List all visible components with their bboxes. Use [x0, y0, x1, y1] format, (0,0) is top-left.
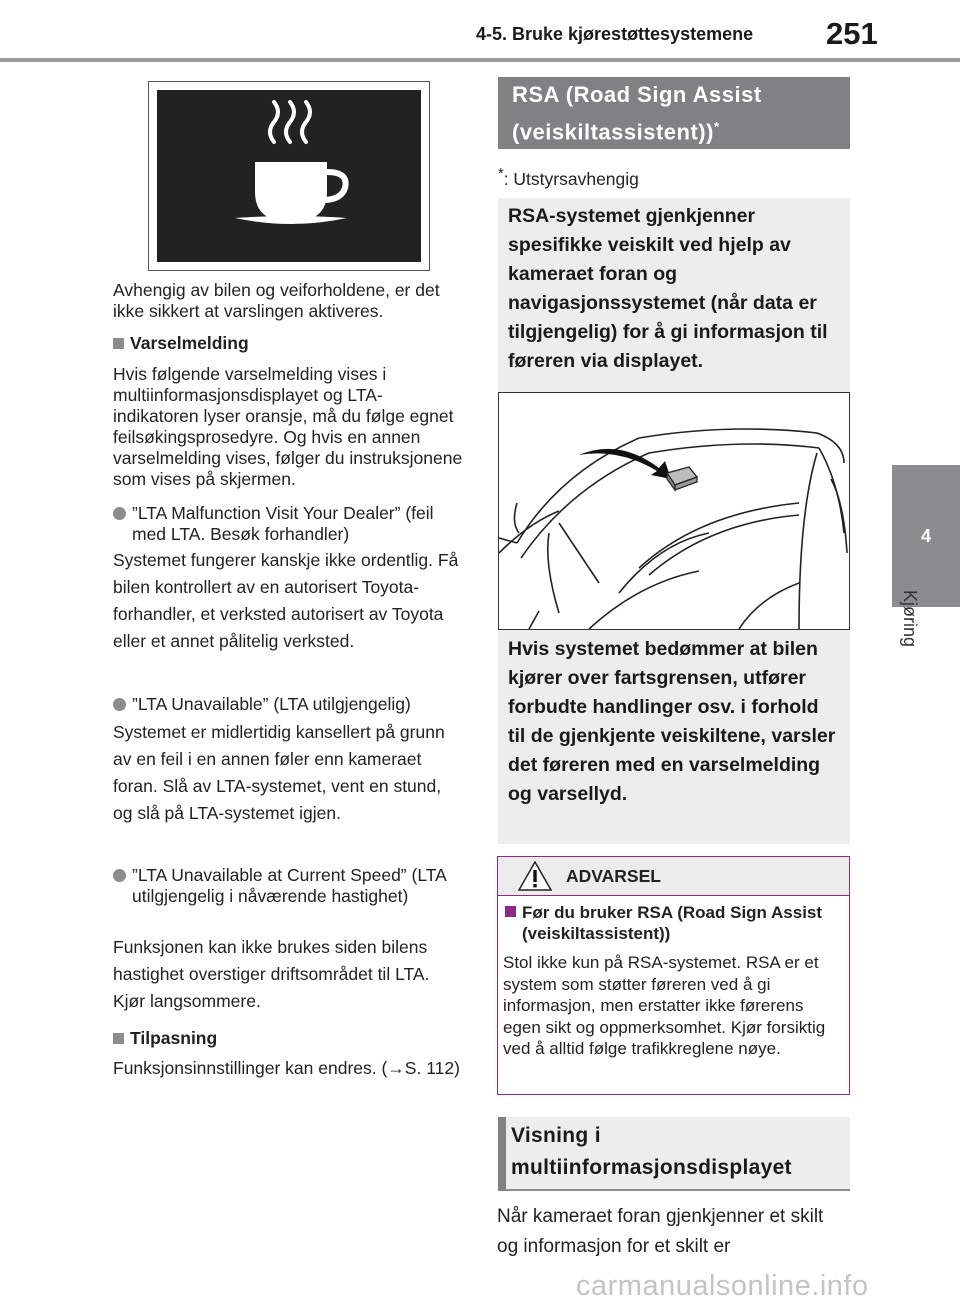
chapter-tab [892, 465, 960, 607]
page-number: 251 [826, 16, 878, 51]
chapter-label: Kjøring [900, 590, 920, 648]
intro-paragraph: Avhengig av bilen og veiforholdene, er det ikke sikkert at varslingen aktiveres. [113, 280, 440, 321]
square-bullet-icon [113, 1033, 124, 1044]
subtitle-text: Før du bruker RSA (Road Sign Assist (veiskiltassistent)) [522, 903, 823, 943]
round-bullet-icon [113, 869, 126, 882]
varselmelding-body [113, 364, 465, 490]
header-rule [0, 58, 960, 62]
bullet-lta-unavailable-speed [113, 865, 465, 907]
section-title: 4-5. Bruke kjørestøttesystemene [476, 24, 754, 44]
bullet-lta-malfunction [113, 503, 465, 545]
bullet-text: ”LTA Malfunction Visit Your Dealer” (feil med LTA. Besøk forhandler) [132, 503, 434, 544]
round-bullet-icon [113, 507, 126, 520]
warning-body: Stol ikke kun på RSA-systemet. RSA er et system som støtter føreren ved å gi informasjon, men erstatter ikke førerens egen sikt og oppmerksomhet. Kjør forsiktig ved å alltid følge trafikkreglene nøye. [503, 953, 826, 1058]
rsa-title-line2: (veiskiltassistent)) [512, 119, 714, 145]
paragraph: RSA-systemet gjenkjenner spesifikke veiskilt ved hjelp av kameraet foran og navigasjonssystemet (når data er tilgjengelig) for å gi informasjon til føreren via displayet. [508, 205, 828, 372]
paragraph: Hvis systemet bedømmer at bilen kjører over fartsgrensen, utfører forbudte handlinger osv. i forhold til de gjenkjente veiskiltene, varsler det føreren med en varselmelding og varsellyd. [508, 638, 836, 805]
bullet1-body [113, 547, 465, 655]
coffee-cup-figure [148, 81, 430, 271]
square-bullet-icon [113, 338, 124, 349]
title-line1: Visning i [511, 1124, 601, 1147]
intro-text [113, 280, 465, 322]
warning-triangle-icon [518, 861, 552, 896]
watermark: carmanualsonline.info [576, 1270, 869, 1302]
chapter-number: 4 [920, 525, 931, 546]
rsa-info-text-2 [508, 635, 838, 809]
bullet-text: ”LTA Unavailable at Current Speed” (LTA utilgjengelig i nåværende hastighet) [132, 865, 446, 906]
warning-title: ADVARSEL [566, 866, 661, 886]
paragraph: Funksjonsinnstillinger kan endres. (→S. 112) [113, 1058, 460, 1078]
bullet-text: ”LTA Unavailable” (LTA utilgjengelig) [132, 694, 411, 714]
square-bullet-icon [505, 906, 516, 917]
windshield-camera-figure [498, 392, 850, 630]
heading-accent-bar [498, 1117, 506, 1191]
rsa-heading [498, 77, 850, 149]
rsa-title-line1: RSA (Road Sign Assist [512, 82, 762, 107]
tilpasning-body [113, 1058, 465, 1079]
heading-tilpasning [113, 1028, 465, 1049]
heading-varselmelding [113, 333, 465, 354]
footnote-text: : Utstyrsavhengig [503, 168, 639, 189]
equipment-footnote [498, 166, 639, 190]
bullet2-body [113, 719, 465, 827]
paragraph: Systemet er midlertidig kansellert på grunn av en feil i en annen føler enn kameraet foran. Slå av LTA-systemet, vent en stund, og slå på LTA-systemet igjen. [113, 722, 445, 823]
paragraph: Funksjonen kan ikke brukes siden bilens hastighet overstiger driftsområdet til LTA. Kjør langsommere. [113, 937, 430, 1011]
bullet3-body [113, 934, 465, 1015]
heading-text: Varselmelding [130, 333, 249, 353]
bullet-lta-unavailable [113, 694, 465, 715]
paragraph: Hvis følgende varselmelding vises i multiinformasjonsdisplayet og LTA-indikatoren lyser oransje, må du følge egnet feilsøkingsprosedyre. Og hvis en annen varselmelding vises, følger du instruksjonene som vises på skjermen. [113, 364, 463, 489]
title-line2: multiinformasjonsdisplayet [511, 1156, 792, 1179]
paragraph: Systemet fungerer kanskje ikke ordentlig. Få bilen kontrollert av en autorisert Toyota-forhandler, et verksted autorisert av Toyota eller et annet pålitelig verksted. [113, 550, 459, 651]
coffee-cup-icon [157, 90, 421, 262]
display-section-body: Når kameraet foran gjenkjenner et skilt og informasjon for et skilt er [497, 1206, 824, 1257]
asterisk-mark: * [713, 119, 720, 134]
footnote-mark: * [498, 166, 504, 182]
round-bullet-icon [113, 698, 126, 711]
rsa-info-text-1 [508, 202, 838, 376]
heading-text: Tilpasning [130, 1028, 218, 1048]
warning-subtitle [505, 902, 840, 944]
display-section-title [511, 1120, 846, 1184]
